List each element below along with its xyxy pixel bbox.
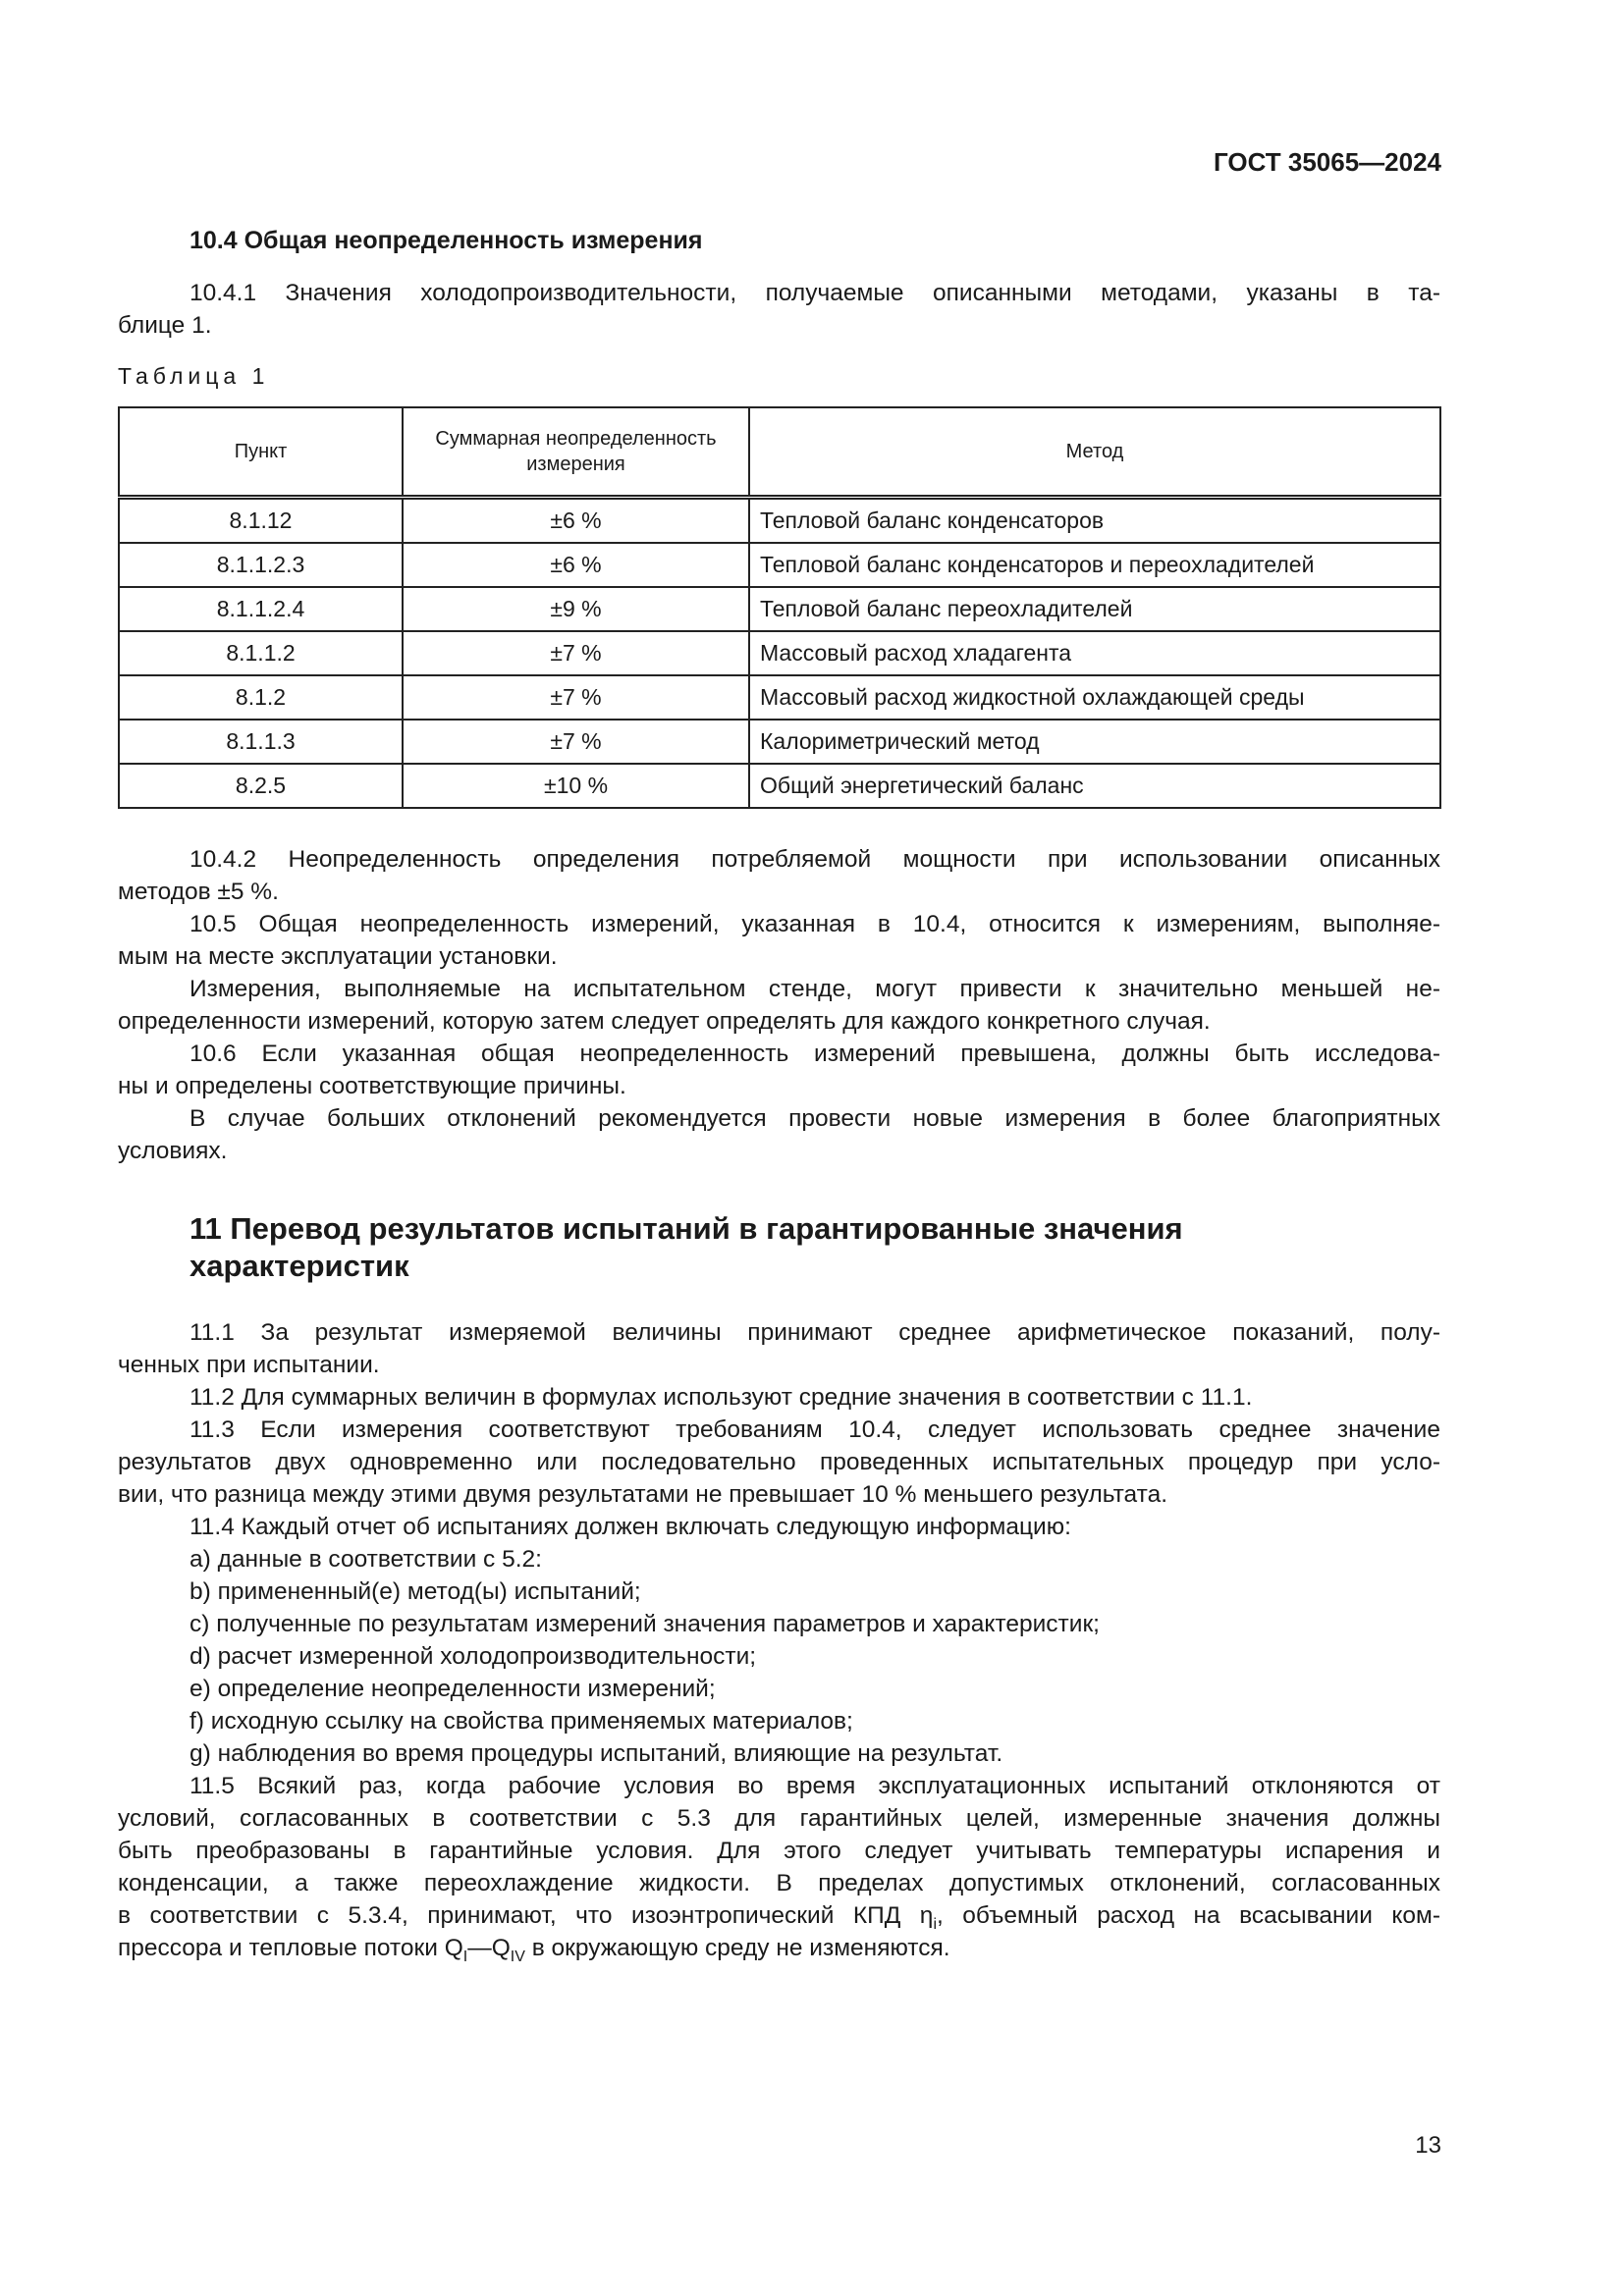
text-line: В случае больших отклонений рекомендуется провести новые измерения в более благоприятных [189,1105,1440,1132]
text-line: 10.4.1 Значения холодопроизводительности, получаемые описанными методами, указаны в та- [189,280,1440,306]
text-line: условий, согласованных в соответствии с 5.3 для гарантийных целей, измеренные значения должны [118,1805,1440,1832]
paragraph-10-4-1 [118,277,1440,342]
text-line: b) примененный(е) метод(ы) испытаний; [189,1578,641,1605]
header-method: Метод [749,407,1440,498]
paragraphs-after-table [118,843,1440,1167]
cell-clause: 8.1.2 [119,675,403,720]
cell-uncertainty: ±7 % [403,675,749,720]
cell-method: Калориметрический метод [749,720,1440,764]
heading-line: характеристик [189,1249,409,1283]
table-row [119,631,1440,675]
text-line: определенности измерений, которую затем следует определять для каждого конкретного случая. [118,1008,1211,1035]
text-line: 11.3 Если измерения соответствуют требованиям 10.4, следует использовать среднее значение [189,1416,1440,1443]
text-line: f) исходную ссылку на свойства применяемых материалов; [189,1708,853,1735]
text-line: мым на месте эксплуатации установки. [118,943,558,970]
cell-clause: 8.2.5 [119,764,403,808]
header-uncertainty: Суммарная неопределенность измерения [403,407,749,498]
standard-designation: ГОСТ 35065—2024 [1214,147,1441,177]
heading-line: 11 Перевод результатов испытаний в гарантированные значения [189,1211,1183,1246]
cell-uncertainty: ±10 % [403,764,749,808]
text-line: 10.5 Общая неопределенность измерений, указанная в 10.4, относится к измерениям, выполняе- [189,911,1440,937]
text-line: результатов двух одновременно или последовательно проведенных испытательных процедур при усло- [118,1449,1440,1475]
cell-uncertainty: ±6 % [403,543,749,587]
text-line: 11.4 Каждый отчет об испытаниях должен включать следующую информацию: [189,1514,1071,1540]
page-number: 13 [1415,2132,1441,2159]
text-line: 11.5 Всякий раз, когда рабочие условия во время эксплуатационных испытаний отклоняются от [189,1773,1440,1799]
cell-clause: 8.1.1.3 [119,720,403,764]
table-row [119,498,1440,544]
table-row [119,764,1440,808]
text-line: прессора и тепловые потоки $Q_I—Q_{IV}$ в окружающую среду не изменяются. [118,1935,950,1965]
cell-uncertainty: ±6 % [403,498,749,544]
table-caption: Таблица 1 [118,363,270,389]
text-line: 11.1 За результат измеряемой величины принимают среднее арифметическое показаний, полу- [189,1319,1440,1346]
text-line: d) расчет измеренной холодопроизводительности; [189,1643,757,1670]
text-line: ченных при испытании. [118,1352,380,1378]
text-line: e) определение неопределенности измерений; [189,1676,716,1702]
text-line: c) полученные по результатам измерений значения параметров и характеристик; [189,1611,1100,1637]
section-heading-10-4: 10.4 Общая неопределенность измерения [189,227,703,254]
uncertainty-table [118,406,1441,809]
text-line: блице 1. [118,312,212,339]
cell-uncertainty: ±9 % [403,587,749,631]
text-line: a) данные в соответствии с 5.2: [189,1546,542,1573]
text-line: ны и определены соответствующие причины. [118,1073,626,1099]
text-line: 10.4.2 Неопределенность определения потребляемой мощности при использовании описанных [189,846,1440,873]
cell-clause: 8.1.1.2.3 [119,543,403,587]
text-line: Измерения, выполняемые на испытательном стенде, могут привести к значительно меньшей не- [189,976,1440,1002]
text-line: 10.6 Если указанная общая неопределенность измерений превышена, должны быть исследова- [189,1041,1440,1067]
cell-method: Общий энергетический баланс [749,764,1440,808]
text-line: методов ±5 %. [118,879,279,905]
cell-uncertainty: ±7 % [403,720,749,764]
text-line: g) наблюдения во время процедуры испытаний, влияющие на результат. [189,1740,1003,1767]
text-line: в соответствии с 5.3.4, принимают, что изоэнтропический КПД $\eta_i$, объемный расход на всасывании ком- [118,1902,1440,1933]
cell-method: Тепловой баланс конденсаторов и переохладителей [749,543,1440,587]
text-line: 11.2 Для суммарных величин в формулах используют средние значения в соответствии с 11.1. [189,1384,1253,1411]
cell-method: Тепловой баланс конденсаторов [749,498,1440,544]
cell-clause: 8.1.12 [119,498,403,544]
table-row [119,587,1440,631]
cell-method: Тепловой баланс переохладителей [749,587,1440,631]
section-11-body [118,1316,1440,1964]
table-row [119,720,1440,764]
text-line: конденсации, а также переохлаждение жидкости. В пределах допустимых отклонений, согласованных [118,1870,1440,1896]
table-row [119,675,1440,720]
text-line: быть преобразованы в гарантийные условия. Для этого следует учитывать температуры испарения и [118,1838,1440,1864]
cell-method: Массовый расход хладагента [749,631,1440,675]
cell-method: Массовый расход жидкостной охлаждающей среды [749,675,1440,720]
text-line: вии, что разница между этими двумя результатами не превышает 10 % меньшего результата. [118,1481,1168,1508]
cell-clause: 8.1.1.2 [119,631,403,675]
cell-clause: 8.1.1.2.4 [119,587,403,631]
header-clause: Пункт [119,407,403,498]
text-line: условиях. [118,1138,228,1164]
section-heading-11 [189,1210,1183,1285]
table-header-row [119,407,1440,498]
cell-uncertainty: ±7 % [403,631,749,675]
table-row [119,543,1440,587]
